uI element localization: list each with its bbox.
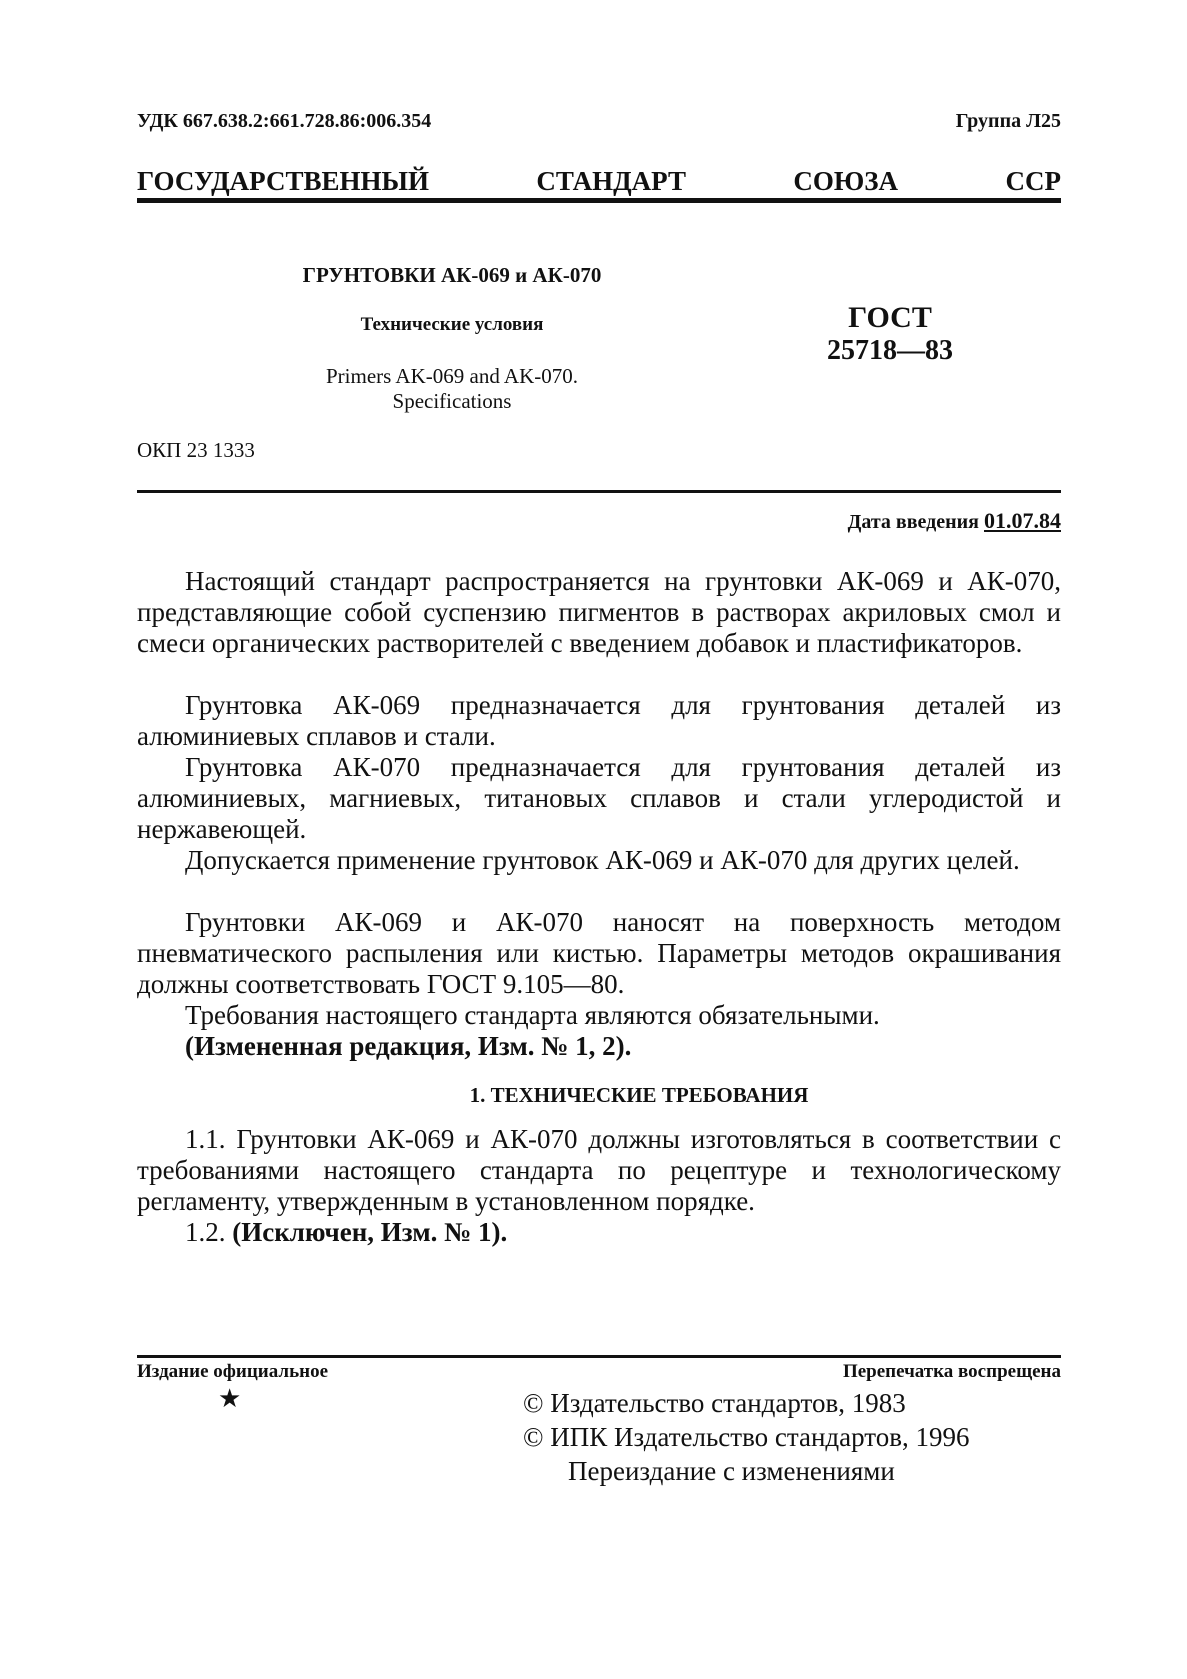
heading-word-1: ГОСУДАРСТВЕННЫЙ — [137, 166, 430, 196]
document-title: ГРУНТОВКИ АК-069 и АК-070 — [302, 263, 602, 287]
intro-paragraph-6: Требования настоящего стандарта являются обязательными. — [185, 1000, 880, 1030]
heading-word-3: СОЮЗА — [793, 166, 899, 196]
clause-1-1: 1.1. Грунтовки АК-069 и АК-070 должны изготовляться в соответствии с требованиями настоящего стандарта по рецептуре и технологическому регламенту, утвержденным в установленном порядке. — [137, 1124, 1061, 1216]
intro-paragraph-3: Грунтовка АК-070 предназначается для грунтования деталей из алюминиевых, магниевых, титановых сплавов и стали углеродистой и нержавеющей. — [137, 752, 1061, 844]
gost-number: 25718—83 — [827, 335, 953, 366]
group-code: Группа Л25 — [955, 110, 1061, 132]
intro-paragraph-5: Грунтовки АК-069 и АК-070 наносят на поверхность методом пневматического распыления или кистью. Параметры методов окрашивания должны соответствовать ГОСТ 9.105—80. — [137, 907, 1061, 999]
introduction-date — [848, 508, 1061, 534]
intro-paragraph-2: Грунтовка АК-069 предназначается для грунтования деталей из алюминиевых сплавов и стали. — [137, 690, 1061, 751]
document-subtitle: Технические условия — [360, 314, 544, 335]
official-edition: Издание официальное — [137, 1361, 329, 1382]
footer-rule — [137, 1355, 1061, 1358]
star-icon: ★ — [218, 1384, 242, 1413]
heading-word-4: ССР — [1005, 166, 1061, 196]
copyright-1996: © ИПК Издательство стандартов, 1996 — [523, 1422, 970, 1452]
copyright-1983: © Издательство стандартов, 1983 — [523, 1388, 906, 1418]
gost-label: ГОСТ — [848, 301, 932, 334]
date-label: Дата введения — [847, 511, 979, 533]
clause-1-2-text: (Исключен, Изм. № 1). — [232, 1217, 508, 1247]
amendment-note: (Измененная редакция, Изм. № 1, 2). — [185, 1031, 632, 1061]
clause-1-2-number: 1.2. — [185, 1217, 226, 1247]
intro-paragraph-4: Допускается применение грунтовок АК-069 и АК-070 для других целей. — [185, 845, 1020, 875]
state-standard-heading — [137, 166, 1061, 197]
okp-code: ОКП 23 1333 — [137, 438, 255, 462]
intro-paragraph-1: Настоящий стандарт распространяется на грунтовки АК-069 и АК-070, представляющие собой суспензию пигментов в растворах акриловых смол и смеси органических растворителей с введением добавок и пластификаторов. — [137, 566, 1061, 658]
section-heading: 1. ТЕХНИЧЕСКИЕ ТРЕБОВАНИЯ — [469, 1083, 809, 1107]
header-rule — [137, 198, 1061, 203]
clause-1-2 — [137, 1217, 1061, 1248]
english-title-line1: Primers AK-069 and AK-070. — [326, 364, 578, 388]
english-title-line2: Specifications — [392, 389, 512, 413]
heading-word-2: СТАНДАРТ — [536, 166, 686, 196]
date-value: 01.07.84 — [984, 508, 1061, 533]
reprint-prohibited: Перепечатка воспрещена — [842, 1361, 1061, 1382]
title-block-rule — [137, 490, 1061, 493]
reissue-note: Переиздание с изменениями — [568, 1456, 895, 1486]
udk-code: УДК 667.638.2:661.728.86:006.354 — [137, 110, 432, 132]
